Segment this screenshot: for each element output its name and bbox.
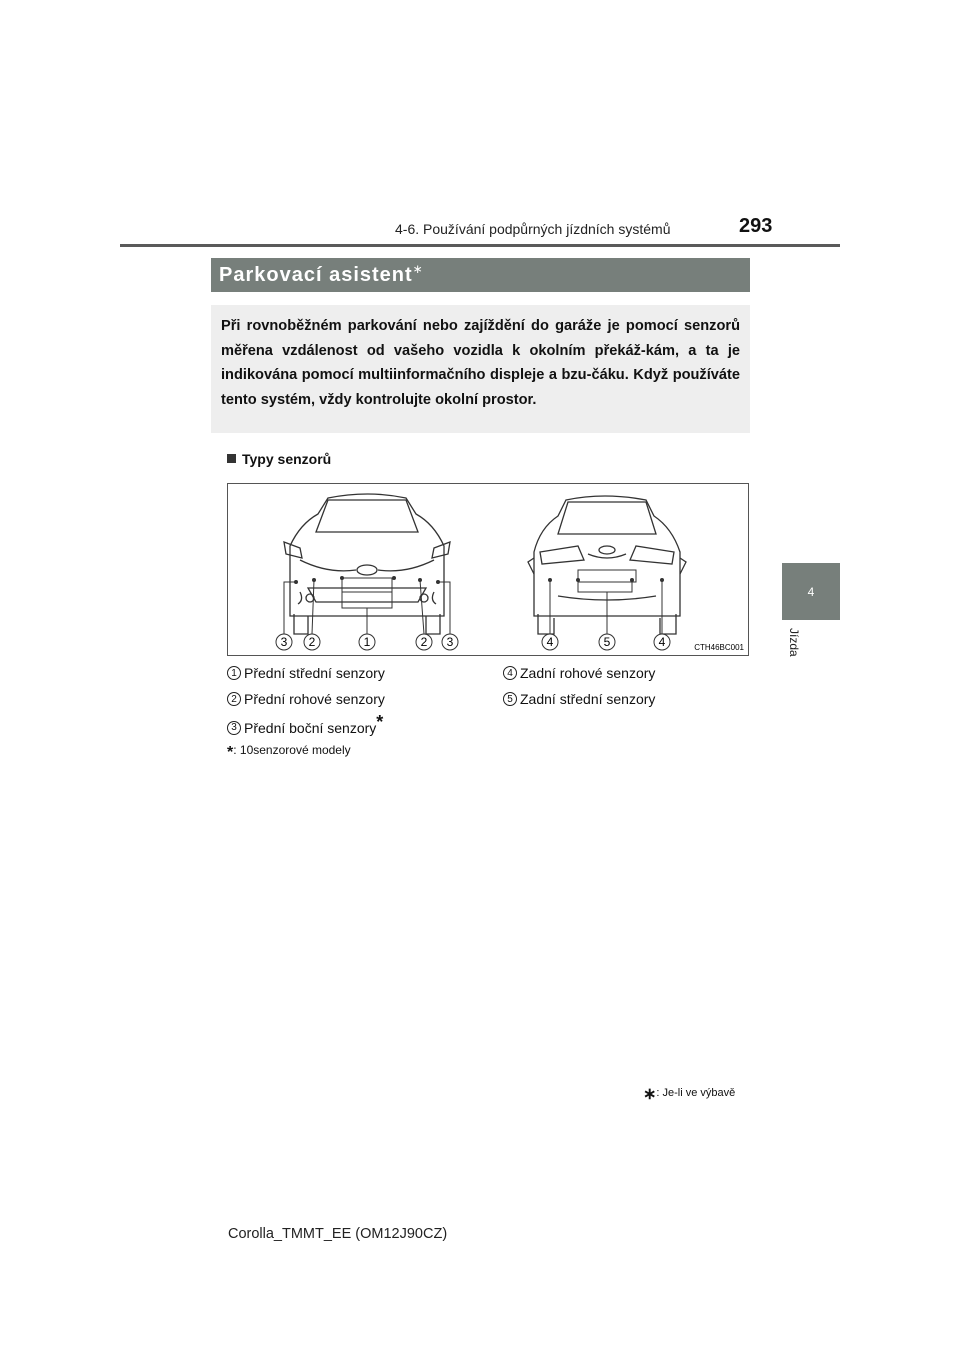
svg-text:2: 2 [420,635,428,649]
sensor-figure [227,483,749,656]
option-mark: ∗ [412,262,424,276]
callout-front-2 [304,634,320,650]
footnote-option: ∗: Je-li ve výbavě [643,1086,736,1103]
svg-text:2: 2 [308,635,316,649]
intro-box: Při rovnoběžném parkování nebo zajíždění do garáže je pomocí senzorů měřena vzdálenost od vašeho vozidla k okolním překáž-kám, a ta je indikována pomocí multiinformačního displeje a bzu-čáku. Když používáte tento systém, vždy kontrolujte okolní prostor. [211,305,750,433]
chapter-tab-label: Jízda [787,628,801,657]
front-leader-lines [284,578,450,634]
rear-sensor-dots [548,578,664,582]
callout-numbers [276,634,670,650]
svg-text:4: 4 [546,635,554,649]
callout-front-1 [276,634,292,650]
chapter-tab [782,563,840,620]
sub-heading: Typy senzorů [227,451,331,467]
page-footer: Corolla_TMMT_EE (OM12J90CZ) [228,1226,448,1242]
legend-item-3: 3 Přední boční senzory * [227,717,383,738]
svg-text:3: 3 [446,635,454,649]
page-number: 293 [739,215,773,237]
car-sensor-illustration [228,484,748,655]
callout-rear-3 [654,634,670,650]
square-bullet-icon [227,454,236,463]
callout-front-5 [442,634,458,650]
svg-text:4: 4 [658,635,666,649]
figure-code: CTH46BC001 [694,643,744,652]
chapter-number: 4 [807,584,815,599]
legend-item-4: 4 Zadní rohové senzory [503,665,655,681]
svg-text:3: 3 [280,635,288,649]
running-header-section: 4-6. Používání podpůrných jízdních systémů [395,221,671,237]
callout-rear-1 [542,634,558,650]
section-title: Parkovací asistent∗ [211,258,750,292]
legend-item-5: 5 Zadní střední senzory [503,691,655,707]
callout-front-4 [416,634,432,650]
rear-leader-lines [550,580,662,634]
svg-text:5: 5 [603,635,611,649]
front-sensor-dots [294,576,440,584]
callout-front-3 [359,634,375,650]
legend-item-2: 2 Přední rohové senzory [227,691,385,707]
svg-text:1: 1 [363,635,371,649]
header-rule [120,244,840,247]
footnote-10-sensor: *: 10senzorové modely [227,743,351,761]
callout-rear-2 [599,634,615,650]
legend-item-1: 1 Přední střední senzory [227,665,385,681]
